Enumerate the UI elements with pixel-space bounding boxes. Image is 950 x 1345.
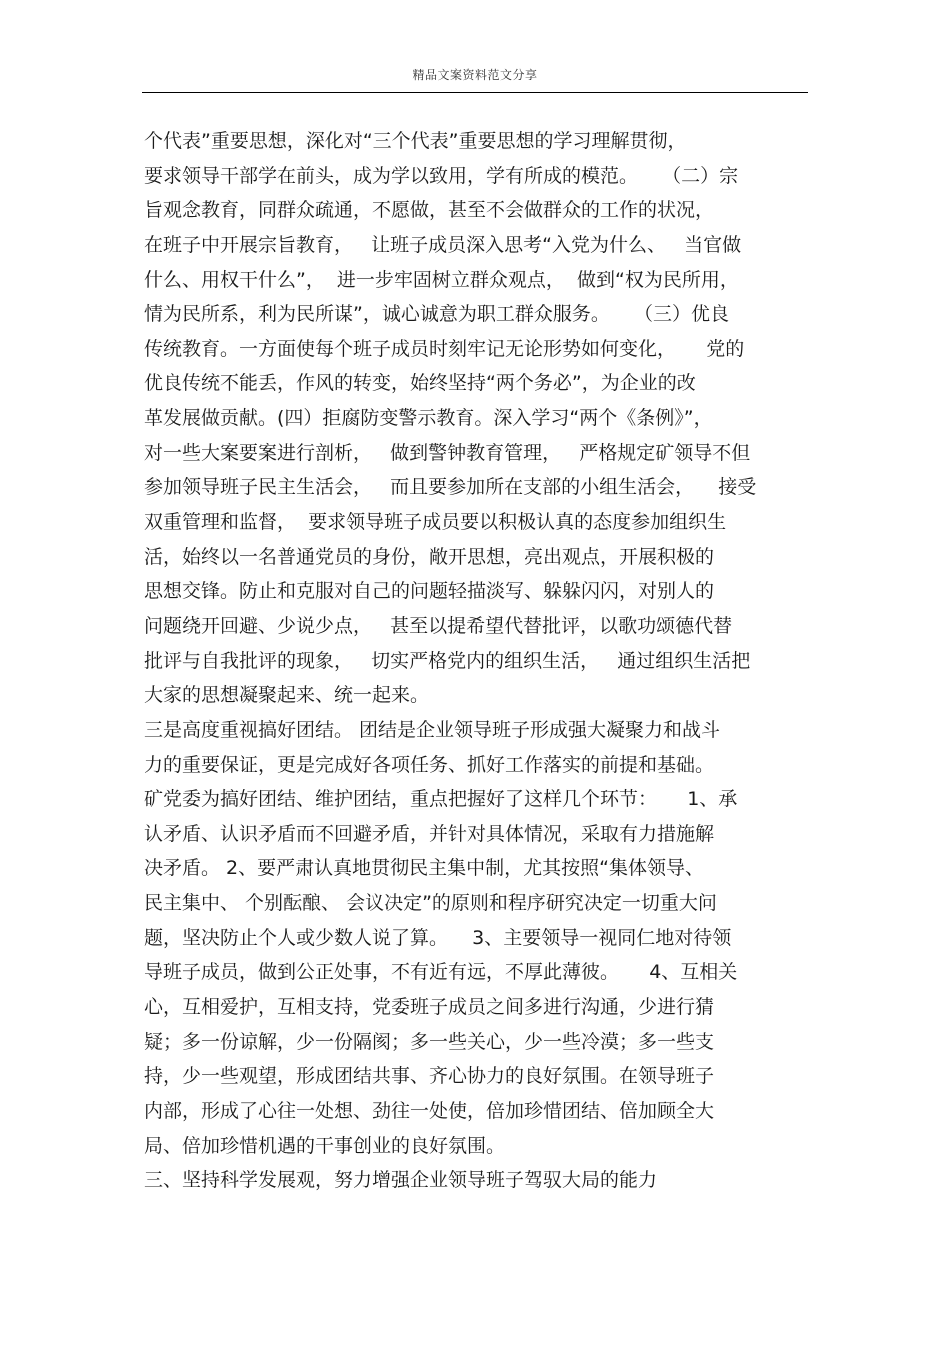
text-line: 心，互相爱护，互相支持，党委班子成员之间多进行沟通，少进行猜: [144, 996, 715, 1019]
text-line: 革发展做贡献。(四）拒腐防变警示教育。深入学习“两个《条例》”，: [144, 407, 713, 430]
text-line: 导班子成员，做到公正处事，不有近有远，不厚此薄彼。 4、互相关: [144, 961, 738, 984]
text-line: 决矛盾。 2、要严肃认真地贯彻民主集中制，尤其按照“集体领导、: [144, 857, 704, 880]
text-line: 认矛盾、认识矛盾而不回避矛盾，并针对具体情况，采取有力措施解: [144, 822, 715, 845]
document-body: [144, 124, 814, 1198]
text-line: 什么、用权干什么”， 进一步牢固树立群众观点， 做到“权为民所用，: [144, 268, 739, 291]
section-heading: 三、坚持科学发展观，努力增强企业领导班子驾驭大局的能力: [144, 1169, 658, 1192]
text-line: 活，始终以一名普通党员的身份，敞开思想，亮出观点，开展积极的: [144, 545, 715, 568]
text-line: 大家的思想凝聚起来、统一起来。: [144, 684, 430, 707]
text-line: 要求领导干部学在前头，成为学以致用，学有所成的模范。 （二）宗: [144, 164, 739, 187]
text-line: 双重管理和监督， 要求领导班子成员要以积极认真的态度参加组织生: [144, 511, 727, 534]
text-line: 情为民所系，利为民所谋”，诚心诚意为职工群众服务。 （三）优良: [144, 303, 730, 326]
text-line: 疑；多一份谅解，少一份隔阂；多一些关心，少一些冷漠；多一些支: [144, 1030, 715, 1053]
text-line: 内部，形成了心往一处想、劲往一处使，倍加珍惜团结、倍加顾全大: [144, 1099, 715, 1122]
text-line: 传统教育。一方面使每个班子成员时刻牢记无论形势如何变化， 党的: [144, 337, 745, 360]
text-line: 思想交锋。防止和克服对自己的问题轻描淡写、躲躲闪闪，对别人的: [144, 580, 715, 603]
text-line: 题，坚决防止个人或少数人说了算。 3、主要领导一视同仁地对待领: [144, 926, 732, 949]
text-line: 优良传统不能丢，作风的转变，始终坚持“两个务必”，为企业的改: [144, 372, 696, 395]
text-line: 旨观念教育，同群众疏通，不愿做，甚至不会做群众的工作的状况，: [144, 199, 715, 222]
text-line: 在班子中开展宗旨教育， 让班子成员深入思考“入党为什么、 当官做: [144, 233, 742, 256]
text-line: 矿党委为搞好团结、维护团结，重点把握好了这样几个环节： 1、承: [144, 788, 738, 811]
text-line: 问题绕开回避、少说少点， 甚至以提希望代替批评，以歌功颂德代替: [144, 614, 733, 637]
page-header: 精品文案资料范文分享: [412, 68, 538, 82]
text-line: 民主集中、 个别酝酿、 会议决定”的原则和程序研究决定一切重大问: [144, 892, 717, 915]
text-line: 对一些大案要案进行剖析， 做到警钟教育管理， 严格规定矿领导不但: [144, 441, 751, 464]
section-heading-line: 三是高度重视搞好团结。 团结是企业领导班子形成强大凝聚力和战斗: [144, 718, 721, 741]
text-line: 个代表”重要思想，深化对“三个代表”重要思想的学习理解贯彻，: [144, 130, 687, 152]
text-line: 参加领导班子民主生活会， 而且要参加所在支部的小组生活会， 接受: [144, 476, 757, 499]
text-line: 局、倍加珍惜机遇的干事创业的良好氛围。: [144, 1134, 506, 1157]
text-line: 力的重要保证，更是完成好各项任务、抓好工作落实的前提和基础。: [144, 753, 715, 776]
text-line: 持，少一些观望，形成团结共事、齐心协力的良好氛围。在领导班子: [144, 1065, 715, 1088]
text-line: 批评与自我批评的现象， 切实严格党内的组织生活， 通过组织生活把: [144, 649, 751, 672]
header-divider: [142, 92, 808, 93]
